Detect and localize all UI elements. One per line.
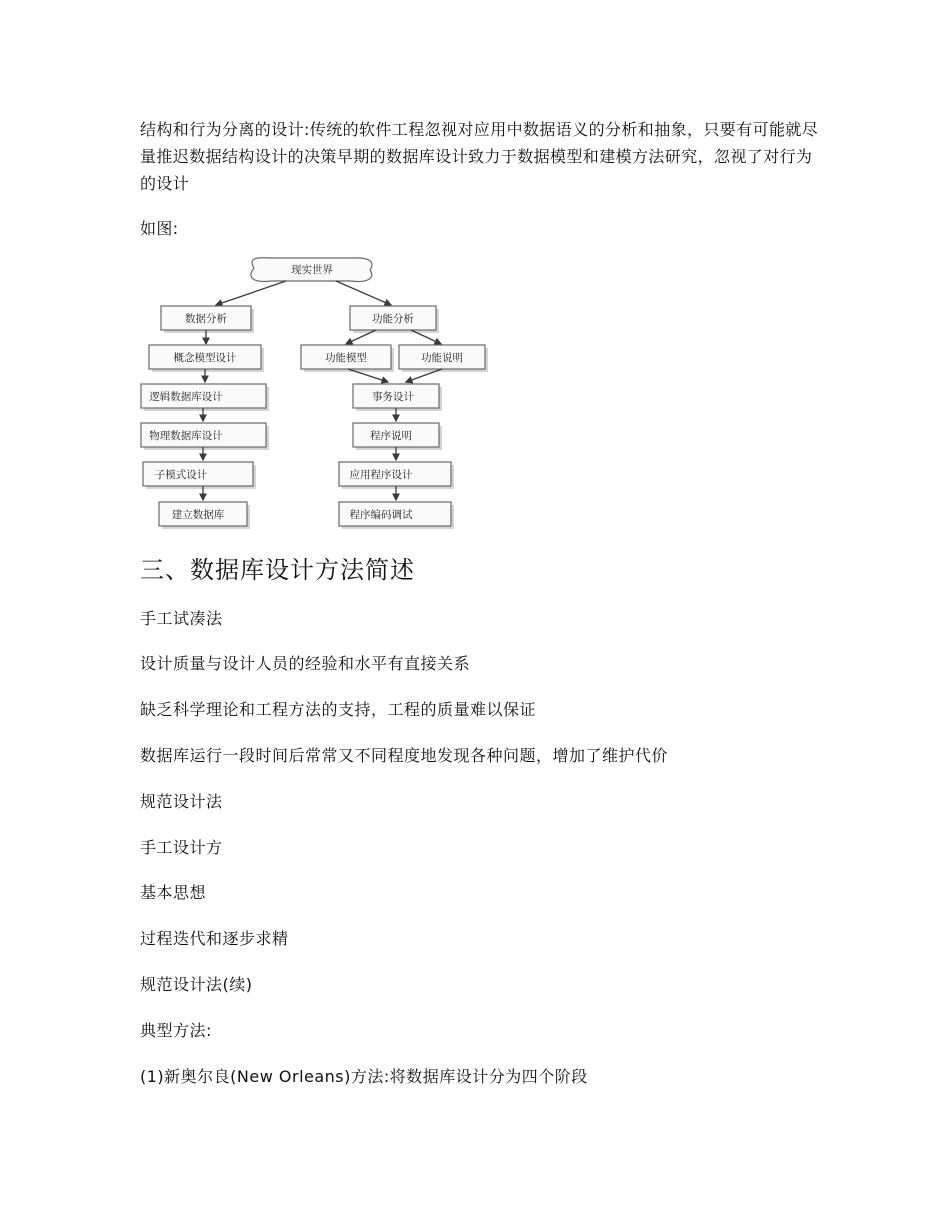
body-line: 基本思想 (140, 883, 207, 902)
body-line: 手工设计方 (140, 838, 223, 857)
body-line: 规范设计法 (140, 792, 223, 811)
node-application-design (339, 462, 454, 489)
node-label-conceptual-model-design: 概念模型设计 (173, 352, 237, 364)
node-label-build-database: 建立数据库 (171, 509, 225, 521)
body-line: 手工试凑法 (140, 609, 223, 628)
node-data-analysis (161, 306, 254, 333)
node-coding-debugging (339, 502, 454, 529)
body-line: (1)新奥尔良(New Orleans)方法:将数据库设计分为四个阶段 (140, 1067, 588, 1086)
node-real-world (251, 258, 372, 282)
node-build-database (159, 502, 250, 529)
node-label-transaction-design: 事务设计 (372, 391, 414, 403)
node-function-model (301, 345, 394, 372)
node-subschema-design (143, 462, 256, 489)
node-label-program-description: 程序说明 (370, 430, 412, 442)
node-label-coding-debugging: 程序编码调试 (349, 509, 413, 521)
body-line: 设计质量与设计人员的经验和水平有直接关系 (140, 654, 471, 673)
body-line: 规范设计法(续) (140, 975, 253, 994)
node-label-logical-db-design: 逻辑数据库设计 (149, 391, 223, 403)
node-label-function-description: 功能说明 (421, 352, 463, 364)
node-conceptual-model-design (149, 345, 264, 372)
database-design-flow-diagram (136, 248, 496, 533)
node-label-real-world: 现实世界 (291, 264, 333, 276)
flow-diagram-svg (136, 248, 496, 533)
body-line: 典型方法: (140, 1021, 212, 1040)
edge-root-to-data-analysis (216, 281, 286, 305)
body-line: 过程迭代和逐步求精 (140, 929, 289, 948)
edge-root-to-function-analysis (336, 281, 391, 305)
node-logical-db-design (141, 384, 269, 411)
node-function-description (399, 345, 488, 372)
node-label-data-analysis: 数据分析 (185, 313, 227, 325)
node-transaction-design (353, 384, 442, 411)
figure-caption: 如图: (140, 219, 179, 238)
node-label-physical-db-design: 物理数据库设计 (149, 430, 223, 442)
node-physical-db-design (141, 423, 269, 450)
node-label-application-design: 应用程序设计 (349, 469, 413, 481)
node-function-analysis (350, 306, 439, 333)
node-label-function-model: 功能模型 (325, 352, 367, 364)
node-label-subschema-design: 子模式设计 (154, 469, 208, 481)
node-label-function-analysis: 功能分析 (372, 313, 414, 325)
intro-paragraph: 结构和行为分离的设计:传统的软件工程忽视对应用中数据语义的分析和抽象，只要有可能就尽量推迟数据结构设计的决策早期的数据库设计致力于数据模型和建模方法研究，忽视了对行为的设计 (140, 120, 819, 193)
body-line: 数据库运行一段时间后常常又不同程度地发现各种问题，增加了维护代价 (140, 746, 669, 765)
node-program-description (353, 423, 442, 450)
body-line: 缺乏科学理论和工程方法的支持，工程的质量难以保证 (140, 700, 537, 719)
section-heading: 三、数据库设计方法简述 (140, 556, 415, 584)
